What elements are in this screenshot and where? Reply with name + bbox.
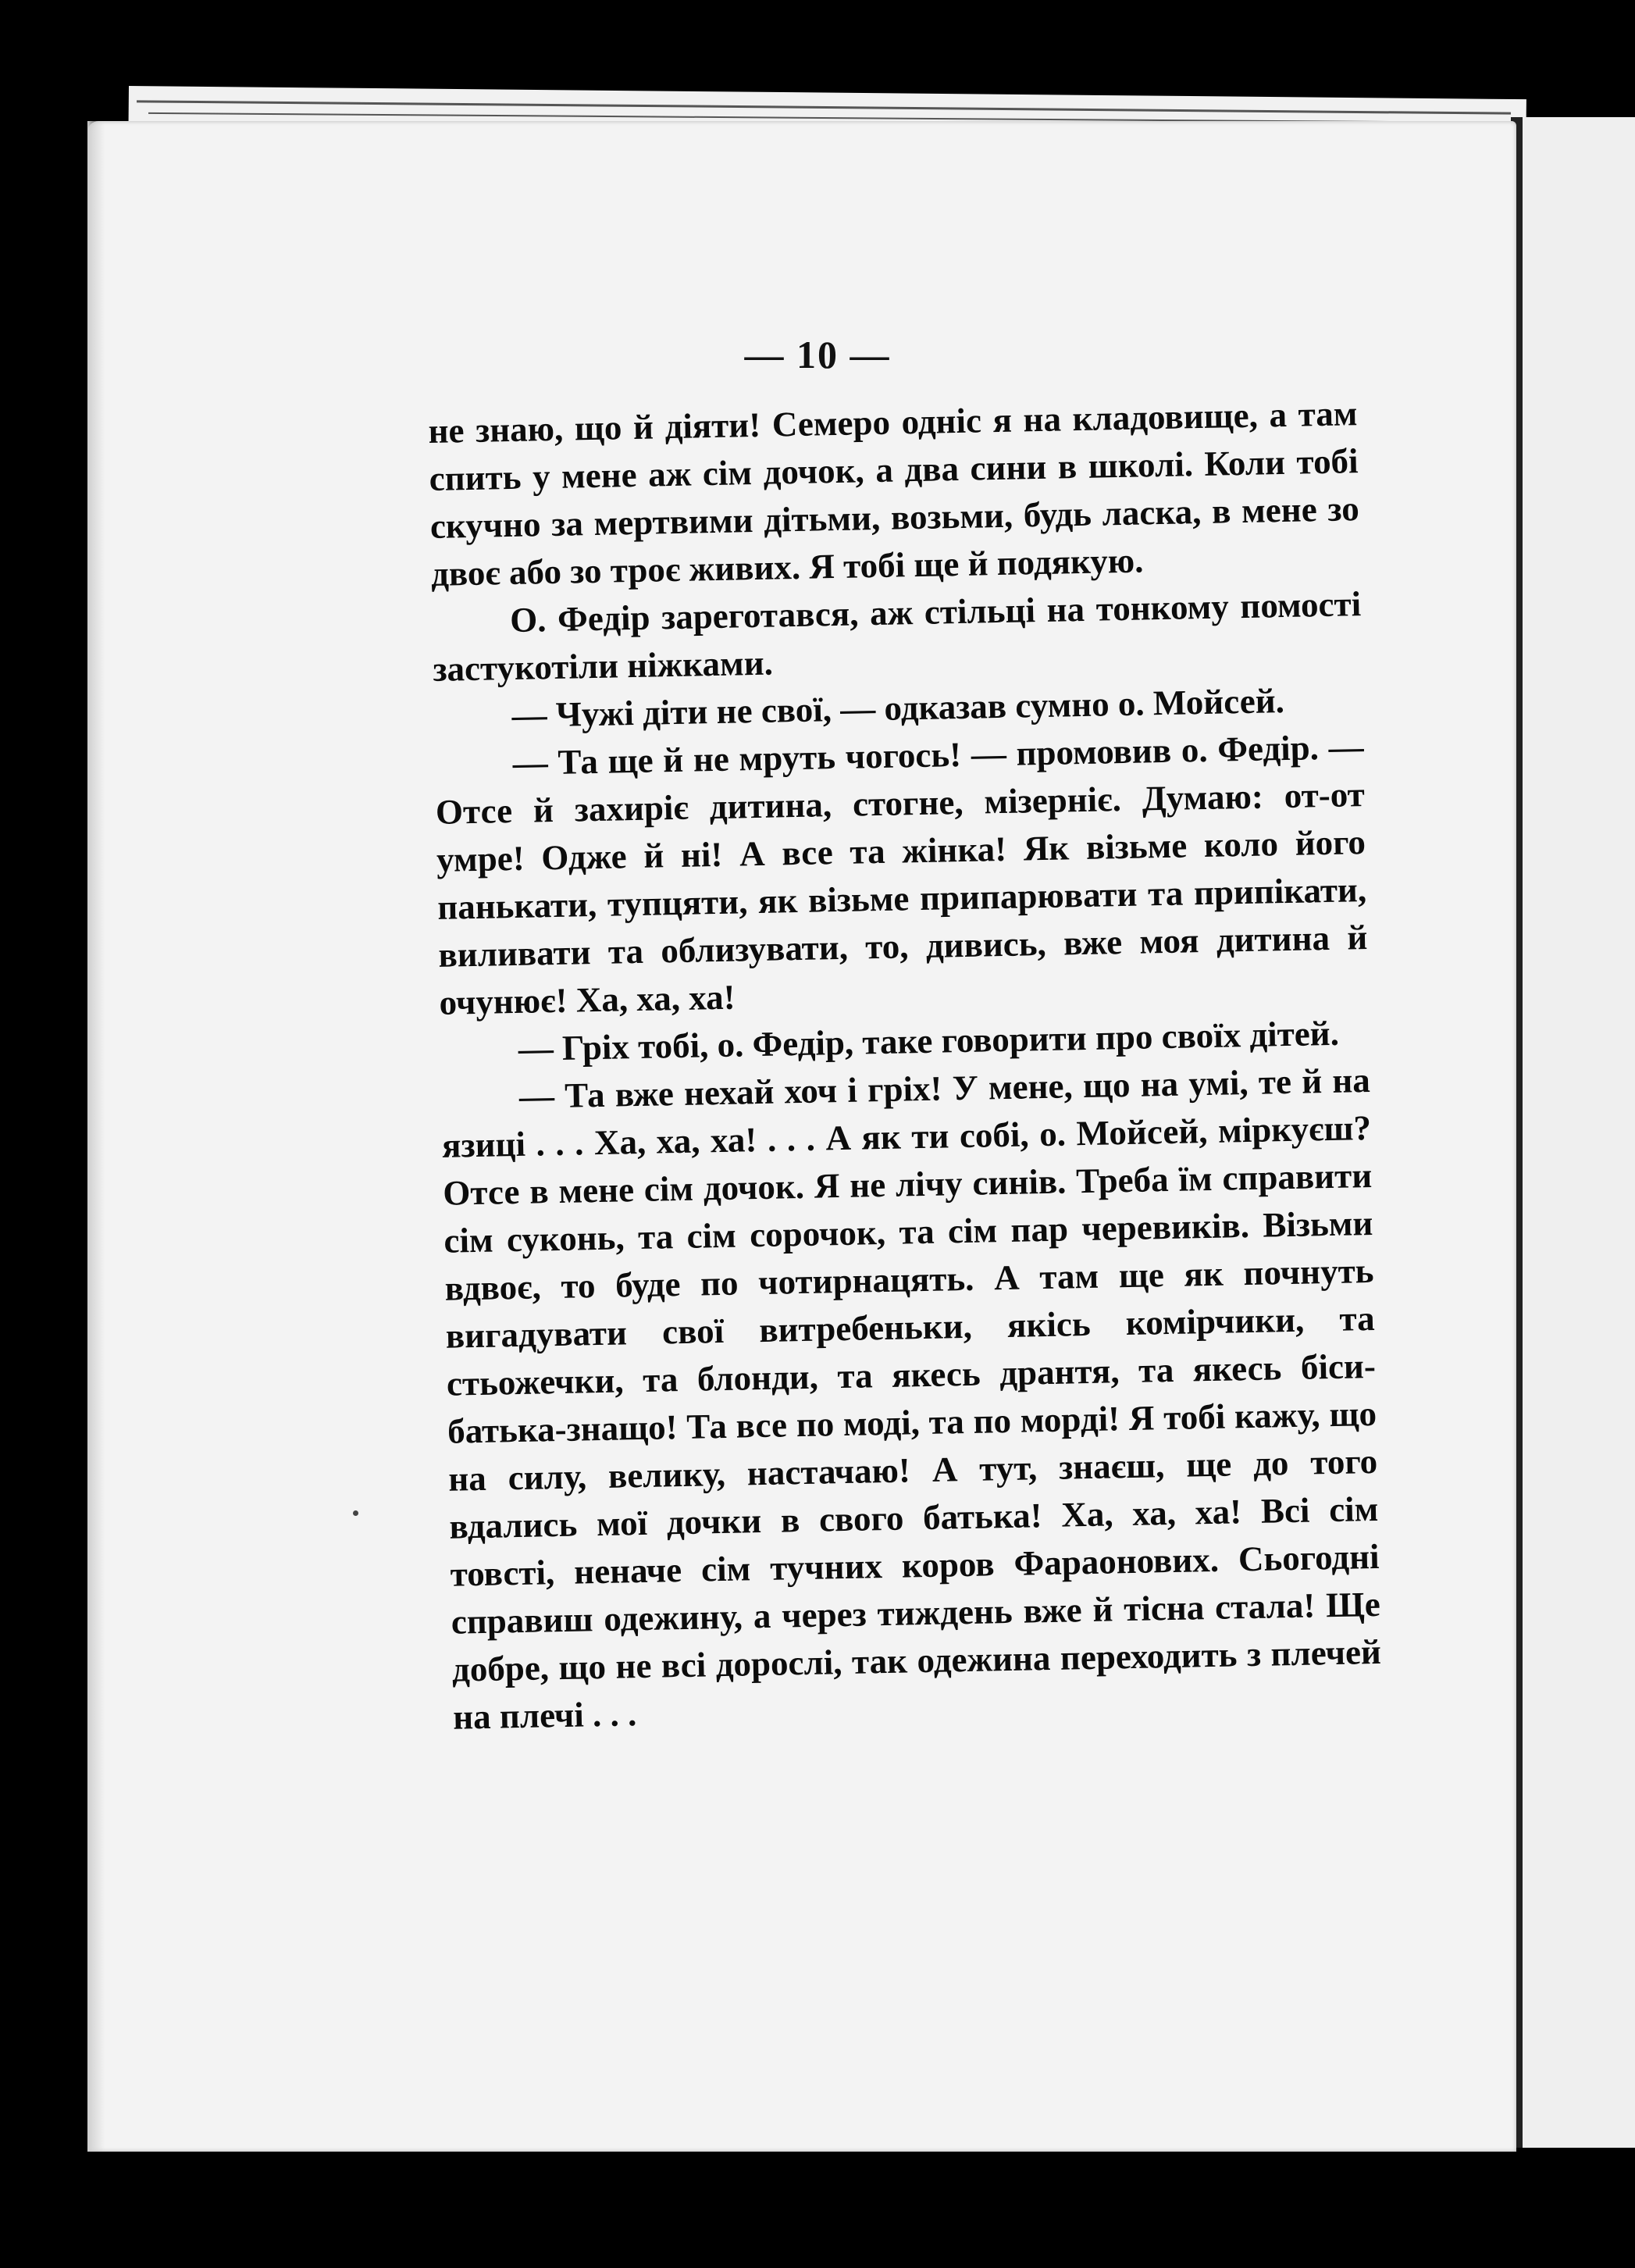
scan-speck [353, 1510, 358, 1516]
paragraph: не знаю, що й діяти! Семеро одніс я на кладовище, а там спить у мене аж сім дочок, а два сини в школі. Коли тобі скучно за мертвими дітьми, возьми, будь ласка, в мене зо двоє або зо троє живих. Я тобі ще й подякую. [428, 394, 1360, 594]
paragraph: — Та ще й не мруть чогось! — промовив о. Федір. — Отсе й захиріє дитина, стогне, мізерніє. Думаю: от-от умре! Одже й ні! А все та жінка! Як візьме коло його панькати, тупцяти, як візьме припарювати та припікати, виливати та облизувати, то, дивись, вже моя дитина й очунює! Ха, ха, ха! [435, 727, 1368, 1022]
paragraph: — Та вже нехай хоч і гріх! У мене, що на умі, те й на язиці . . . Ха, ха, ха! . . . А як ти собі, о. Мойсей, міркуєш? Отсе в мене сім дочок. Я не лічу синів. Треба їм справити сім суконь, та сім сорочок, та сім пар черевиків. Візьми вдвоє, то буде по чотирнацять. А там ще як почнуть вигадувати свої витребеньки, якісь комірчики, та стьожечки, та блонди, та якесь дрантя, та якесь біси-батька-знащо! Та все по моді, та по морді! Я тобі кажу, що на силу, велику, настачаю! А тут, знаєш, ще до того вдались мої дочки в свого батька! Ха, ха, ха! Всі сім товсті, неначе сім тучних коров Фараонових. Сьогодні справиш одежину, а через тиждень вже й тісна стала! Ще добре, що не всі дорослі, так одежина переходить з плечей на плечі . . . [441, 1060, 1382, 1737]
paragraph: — Чужі діти не свої, — одказав сумно о. Мойсей. [511, 681, 1285, 736]
page-number: — 10 — [744, 333, 891, 376]
paragraph: О. Федір зареготався, аж стільці на тонкому помості застукотіли ніжками. [432, 584, 1362, 689]
next-page-edge [1523, 117, 1635, 2148]
paragraph: — Гріх тобі, о. Федір, таке говорити про своїх дітей. [518, 1013, 1340, 1068]
page-text [428, 390, 1383, 1742]
page-shadow [87, 121, 105, 2152]
